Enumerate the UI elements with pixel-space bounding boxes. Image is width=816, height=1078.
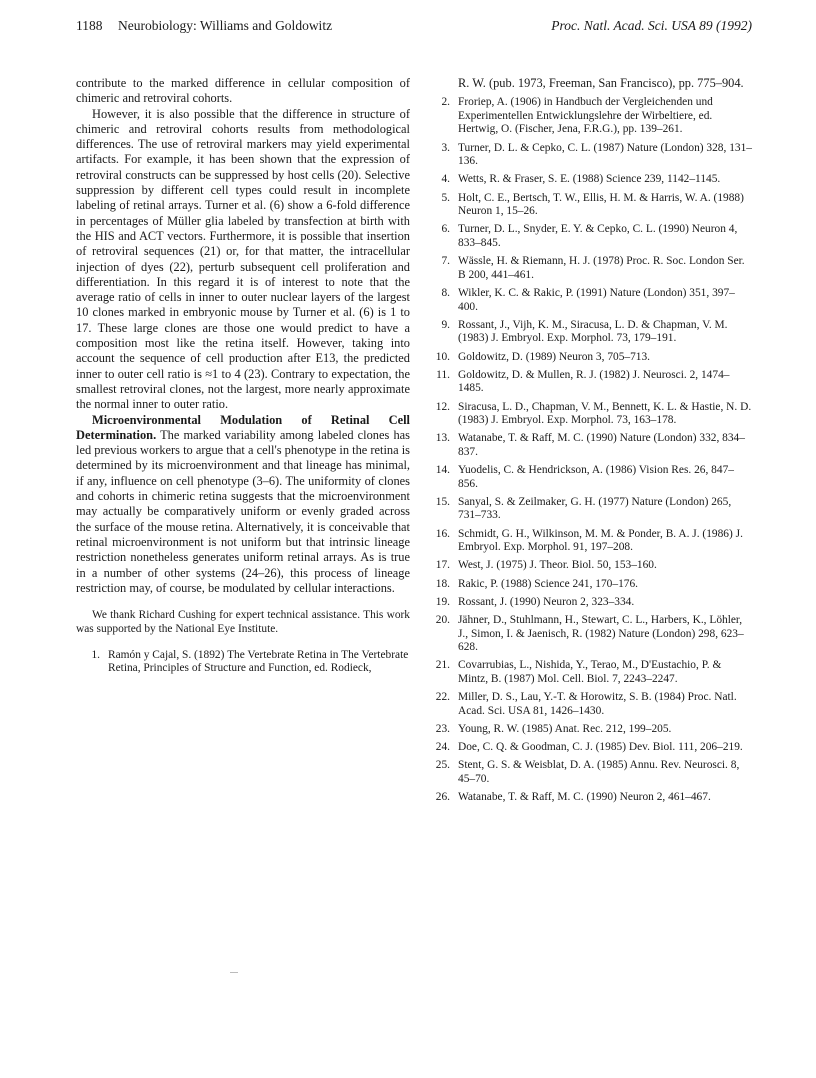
reference-item: [426, 401, 752, 428]
reference-number: 23.: [435, 722, 450, 735]
reference-list: [426, 96, 752, 804]
reference-item: [426, 255, 752, 282]
reference-text: Ramón y Cajal, S. (1892) The Vertebrate Retina in The Vertebrate Retina, Principles of Structure and Function, ed. Rodieck,: [108, 648, 409, 675]
reference-item: [426, 528, 752, 555]
running-title: Neurobiology: Williams and Goldowitz: [118, 18, 333, 33]
reference-text: Goldowitz, D. (1989) Neuron 3, 705–713.: [458, 350, 651, 363]
acknowledgment: We thank Richard Cushing for expert technical assistance. This work was supported by the National Eye Institute.: [76, 609, 410, 636]
reference-item: [426, 223, 752, 250]
reference-number: 10.: [435, 350, 450, 363]
reference-text: Yuodelis, C. & Hendrickson, A. (1986) Vision Res. 26, 847–856.: [458, 464, 734, 490]
reference-number: 21.: [435, 659, 450, 672]
reference-item: [426, 319, 752, 346]
reference-item: [426, 192, 752, 219]
reference-number: 3.: [441, 141, 450, 154]
reference-item: [426, 723, 752, 737]
section-body: The marked variability among labeled clones has led previous workers to argue that a cell's phenotype in the retina is determined by its microenvironment and that lineage has minimal, if any, influence on cell phenotype (3–6). The uniformity of clones and cohorts in chimeric retina suggests that the microenvironment may actually be comparatively uniform or evenly graded across the surface of the mouse retina. Alternatively, it is conceivable that retinal microenvironment is not uniform but that intrinsic lineage restriction nonetheless generates uniform retinal arrays. As is true in a number of other systems (24–26), this process of lineage restriction may, of course, be modulated by cellular interactions.: [76, 427, 410, 595]
reference-number: 14.: [435, 464, 450, 477]
reference-item: [426, 691, 752, 718]
reference-item: [426, 741, 752, 755]
reference-text: Watanabe, T. & Raff, M. C. (1990) Nature (London) 332, 834–837.: [458, 432, 745, 458]
reference-item: [426, 578, 752, 592]
reference-text: Watanabe, T. & Raff, M. C. (1990) Neuron 2, 461–467.: [458, 791, 711, 804]
reference-item: [426, 659, 752, 686]
paragraph-methodology: However, it is also possible that the difference in structure of chimeric and retroviral cohorts results from methodological differences. The use of retroviral markers may yield experimental artifacts. For example, it has been shown that the expression of retroviral constructs can be suppressed by host cells (20). Selective suppression by different cell types could result in incomplete labeling of retinal arrays. Turner et al. (6) show a 6-fold difference in percentages of Müller glia labeled by transfection at birth with the HIS and ACT vectors. Furthermore, it is possible that insertion of retroviral sequences (21) or, for that matter, the intracellular injection of dyes (22), perturb subsequent cell proliferation and differentiation. In this regard it is of interest to note that the average ratio of cells in inner to outer nuclear layers of the largest 10 clones marked in embryonic mouse by Turner et al. (6) is 1 to 17. These large clones are those one would predict to have a composition most like the retina itself. However, taking into account the sequence of cell production after E13, the predicted inner to outer cell ratio is ≈1 to 4 (23). Contrary to expectation, the smallest retroviral clones, not the largest, more nearly approximate the normal inner to outer ratio.: [76, 106, 410, 412]
reference-text: Wetts, R. & Fraser, S. E. (1988) Science 239, 1142–1145.: [458, 173, 721, 186]
reference-number: 15.: [435, 495, 450, 508]
journal-citation: Proc. Natl. Acad. Sci. USA 89 (1992): [551, 18, 752, 33]
reference-item: [426, 173, 752, 187]
reference-text: Wässle, H. & Riemann, H. J. (1978) Proc. R. Soc. London Ser. B 200, 441–461.: [458, 255, 745, 281]
reference-text: Miller, D. S., Lau, Y.-T. & Horowitz, S. B. (1984) Proc. Natl. Acad. Sci. USA 81, 1426–1430.: [458, 691, 737, 717]
reference-item: [426, 596, 752, 610]
reference-text: Jähner, D., Stuhlmann, H., Stewart, C. L., Harbers, K., Löhler, J., Simon, I. & Jaenisch, R. (1982) Nature (London) 298, 623–628.: [458, 613, 744, 654]
reference-item: [426, 791, 752, 805]
reference-text: Froriep, A. (1906) in Handbuch der Vergleichenden und Experimentellen Entwicklungslehre der Wirbeltiere, ed. Hertwig, O. (Fischer, Jena, F.R.G.), pp. 139–261.: [458, 96, 713, 136]
reference-text: Turner, D. L., Snyder, E. Y. & Cepko, C. L. (1990) Neuron 4, 833–845.: [458, 223, 738, 250]
reference-number: 20.: [435, 613, 450, 626]
reference-number: 24.: [435, 741, 450, 754]
reference-number: 4.: [441, 173, 450, 186]
paragraph-microenvironment: [76, 413, 410, 597]
reference-item: [426, 369, 752, 396]
reference-number: 25.: [435, 759, 450, 772]
reference-text: Rossant, J., Vijh, K. M., Siracusa, L. D. & Chapman, V. M. (1983) J. Embryol. Exp. Morphol. 73, 179–191.: [458, 318, 728, 345]
section-heading: Microenvironmental Modulation of Retinal Cell Determination.: [76, 412, 410, 442]
reference-item: [76, 649, 410, 676]
reference-text: Wikler, K. C. & Rakic, P. (1991) Nature (London) 351, 397–400.: [458, 286, 735, 313]
reference-text: Sanyal, S. & Zeilmaker, G. H. (1977) Nature (London) 265, 731–733.: [458, 495, 732, 522]
left-column: [76, 76, 410, 679]
reference-number: 6.: [441, 223, 450, 236]
page-mark: [230, 972, 238, 973]
reference-number: 22.: [435, 691, 450, 704]
reference-number: 17.: [435, 559, 450, 572]
reference-text: Rakic, P. (1988) Science 241, 170–176.: [458, 577, 639, 590]
reference-item: [426, 464, 752, 491]
reference-text: Siracusa, L. D., Chapman, V. M., Bennett, K. L. & Hastie, N. D. (1983) J. Embryol. Exp. Morphol. 73, 163–178.: [458, 400, 752, 427]
reference-number: 18.: [435, 577, 450, 590]
reference-item: [426, 432, 752, 459]
reference-number: 2.: [441, 96, 450, 109]
reference-item: [426, 287, 752, 314]
reference-number: 7.: [441, 255, 450, 268]
reference-number: 26.: [435, 791, 450, 804]
reference-list-start: [76, 649, 410, 676]
reference-text: Turner, D. L. & Cepko, C. L. (1987) Nature (London) 328, 131–136.: [458, 141, 752, 168]
reference-text: Stent, G. S. & Weisblat, D. A. (1985) Annu. Rev. Neurosci. 8, 45–70.: [458, 759, 740, 785]
reference-text: Covarrubias, L., Nishida, Y., Terao, M., D'Eustachio, P. & Mintz, B. (1987) Mol. Cell. Biol. 7, 2243–2247.: [458, 659, 722, 685]
reference-text: Goldowitz, D. & Mullen, R. J. (1982) J. Neurosci. 2, 1474–1485.: [458, 368, 730, 395]
reference-continuation: R. W. (pub. 1973, Freeman, San Francisco), pp. 775–904.: [458, 76, 744, 90]
reference-number: 8.: [441, 286, 450, 299]
reference-item: [426, 142, 752, 169]
page-number: 1188: [76, 18, 103, 33]
reference-number: 11.: [436, 368, 450, 381]
reference-text: West, J. (1975) J. Theor. Biol. 50, 153–160.: [458, 559, 657, 572]
page-header: [76, 18, 752, 38]
reference-item: [426, 759, 752, 786]
reference-number: 1.: [91, 648, 100, 661]
reference-number: 12.: [435, 400, 450, 413]
reference-number: 9.: [441, 318, 450, 331]
reference-text: Holt, C. E., Bertsch, T. W., Ellis, H. M. & Harris, W. A. (1988) Neuron 1, 15–26.: [458, 191, 744, 218]
right-column: [426, 76, 752, 809]
reference-item: [426, 351, 752, 365]
reference-text: Doe, C. Q. & Goodman, C. J. (1985) Dev. Biol. 111, 206–219.: [458, 741, 743, 754]
reference-number: 13.: [435, 432, 450, 445]
reference-text: Rossant, J. (1990) Neuron 2, 323–334.: [458, 595, 635, 608]
paragraph-continuation: contribute to the marked difference in cellular composition of chimeric and retroviral cohorts.: [76, 76, 410, 106]
reference-number: 16.: [435, 527, 450, 540]
reference-item: [426, 96, 752, 137]
reference-item: [426, 496, 752, 523]
reference-text: Young, R. W. (1985) Anat. Rec. 212, 199–205.: [458, 722, 672, 735]
reference-item: [426, 559, 752, 573]
reference-number: 19.: [435, 595, 450, 608]
reference-item: [426, 614, 752, 655]
reference-text: Schmidt, G. H., Wilkinson, M. M. & Ponder, B. A. J. (1986) J. Embryol. Exp. Morphol. 91, 197–208.: [458, 527, 743, 554]
reference-number: 5.: [441, 191, 450, 204]
